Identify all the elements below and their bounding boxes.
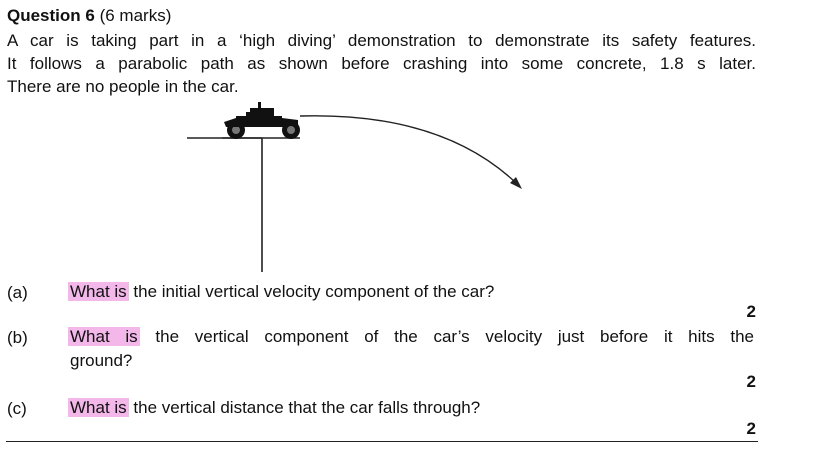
part-b-label: (b)	[7, 328, 28, 347]
question-number: Question 6	[7, 6, 95, 25]
question-marks: (6 marks)	[99, 6, 172, 25]
part-b-text2: ground?	[70, 351, 133, 370]
part-b-text1: the vertical component of the car’s velocity just before it hits the	[139, 327, 754, 346]
highlight: What is	[70, 398, 127, 417]
highlight: What is	[70, 282, 127, 301]
part-c-question	[70, 396, 480, 420]
part-c-text: the vertical distance that the car falls through?	[128, 398, 481, 417]
part-c-label: (c)	[7, 399, 27, 418]
car-icon	[224, 102, 300, 139]
part-a-question	[70, 280, 494, 304]
part-c-marks: 2	[746, 419, 756, 438]
part-a-label: (a)	[7, 283, 28, 302]
part-a-text: the initial vertical velocity component of the car?	[128, 282, 495, 301]
divider-rule	[6, 441, 758, 442]
parabolic-path	[300, 116, 515, 182]
part-b-marks: 2	[746, 372, 756, 391]
part-b-question	[70, 325, 754, 373]
intro-line: It follows a parabolic path as shown before crashing into some concrete, 1.8 s later.	[7, 54, 756, 73]
highlight: What is	[70, 327, 138, 346]
part-a-marks: 2	[746, 302, 756, 321]
intro-line: A car is taking part in a ‘high diving’ demonstration to demonstrate its safety features.	[7, 31, 756, 50]
part-b-line1	[70, 325, 754, 349]
intro-line: There are no people in the car.	[7, 77, 239, 96]
